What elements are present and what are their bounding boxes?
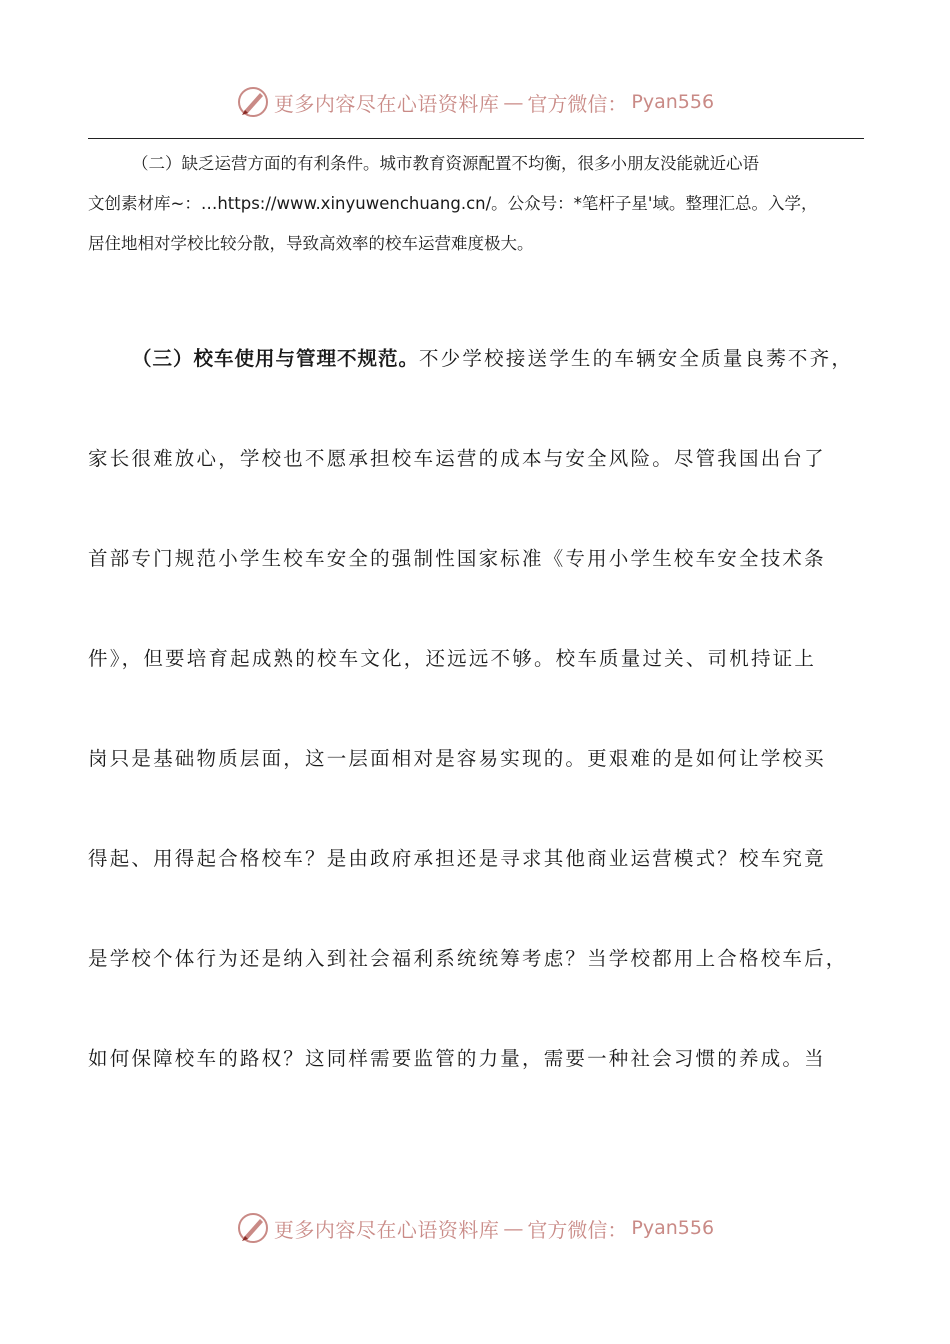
- paragraph-line: 如何保障校车的路权？这同样需要监管的力量，需要一种社会习惯的养成。当: [88, 1047, 826, 1070]
- banner-slogan: 更多内容尽在心语资料库: [273, 91, 500, 116]
- paragraph-line: 文创素材库~：…https://www.xinyuwenchuang.cn/。公众号：*笔杆子星'域。整理汇总。入学，: [88, 194, 818, 213]
- paragraph-line: 是学校个体行为还是纳入到社会福利系统统筹考虑？当学校都用上合格校车后，: [88, 947, 848, 970]
- header-banner: [0, 82, 950, 122]
- banner-wechat-label: 官方微信：: [527, 1217, 628, 1242]
- footer-banner: [0, 1208, 950, 1248]
- header-rule: [88, 138, 864, 139]
- section-3-paragraph: [88, 309, 870, 1109]
- banner-separator: —: [503, 1216, 524, 1240]
- banner-slogan: 更多内容尽在心语资料库: [273, 1217, 500, 1242]
- paragraph-line: 家长很难放心，学校也不愿承担校车运营的成本与安全风险。尽管我国出台了: [88, 447, 826, 470]
- section-3-heading: （三）校车使用与管理不规范。: [132, 347, 420, 370]
- pen-logo-icon: [236, 85, 270, 119]
- paragraph-line-rest: 不少学校接送学生的车辆安全质量良莠不齐，: [419, 347, 854, 370]
- banner-wechat-id: Pyan556: [631, 91, 715, 113]
- paragraph-first-line: [88, 309, 870, 409]
- section-2-paragraph: [88, 144, 866, 264]
- banner-separator: —: [503, 90, 524, 114]
- paragraph-line: 居住地相对学校比较分散，导致高效率的校车运营难度极大。: [88, 234, 534, 253]
- paragraph-line: 得起、用得起合格校车？是由政府承担还是寻求其他商业运营模式？校车究竟: [88, 847, 826, 870]
- paragraph-line: 首部专门规范小学生校车安全的强制性国家标准《专用小学生校车安全技术条: [88, 547, 826, 570]
- paragraph-line: 件》，但要培育起成熟的校车文化，还远远不够。校车质量过关、司机持证上: [88, 647, 817, 670]
- paragraph-line: 岗只是基础物质层面，这一层面相对是容易实现的。更艰难的是如何让学校买: [88, 747, 826, 770]
- banner-wechat-id: Pyan556: [631, 1217, 715, 1239]
- paragraph-line: （二）缺乏运营方面的有利条件。城市教育资源配置不均衡，很多小朋友没能就近心语: [132, 154, 759, 173]
- banner-wechat-label: 官方微信：: [527, 91, 628, 116]
- pen-logo-icon: [236, 1211, 270, 1245]
